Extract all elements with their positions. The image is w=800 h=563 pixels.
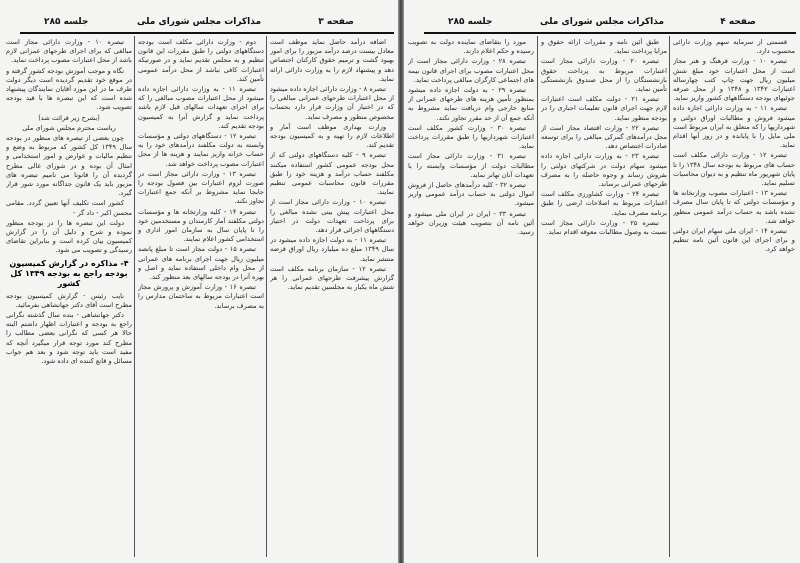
paragraph: تبصره ۱۰ - وزارت دارائی مجاز است مبالغی که برای اجرای طرحهای عمرانی لازم باشد از محل اعتبارات مصوب پرداخت نماید.: [6, 38, 132, 65]
paragraph: تبصره ۲۳ - به وزارت دارائی اجازه داده میشود سهام دولت در شرکتهای دولتی را بفروش رساند و وجوه حاصله را به مصرف طرحهای عمرانی برساند.: [541, 152, 667, 189]
paragraph: تبصره ۱۴ - کلیه وزارتخانه ها و مؤسسات دولتی مکلفند آمار کارمندان و مستخدمین خود را تا پایان سال به سازمان امور اداری و استخدامی کشور اعلام نمایند.: [138, 207, 264, 244]
page-number: صفحه ۳: [318, 17, 354, 27]
paragraph: تبصره ۱۵ - دولت مجاز است تا مبلغ پانصد میلیون ریال جهت اجرای برنامه های عمرانی از محل وام داخلی استفاده نماید و اصل و بهره آنرا در بودجه سالهای بعد منظور کند.: [138, 245, 264, 282]
text-column: [541, 38, 667, 557]
paragraph: دکتر جهانشاهی - بنده سال گذشته نگرانی راجع به بودجه و اعتبارات اظهار داشتم البته حالا هر کسی که نگرانی بعضی مطالب را مطرح کند مورد توجه قرار میگیرد آنچه که مفید است باید توجه شود و بعد هم جواب مسائل و قانع کننده ای داده شود.: [6, 311, 132, 366]
session-number: جلسه ۲۸۵: [448, 17, 493, 27]
section-heading: ۴- مذاکره در گزارش کمیسیون بودجه راجع به بودجه ۱۳۴۹ کل کشور: [9, 258, 129, 288]
paragraph: دوم - وزارت دارائی مکلف است بودجه دستگاههای دولتی را طبق مقررات این قانون تنظیم و به مجلس تقدیم نماید و در صورتیکه اعتبارات کافی نباشد از محل درآمد عمومی تأمین کند.: [138, 38, 264, 83]
paragraph: تبصره ۱۳ - اعتبارات مصوب وزارتخانه ها و مؤسسات دولتی که تا پایان سال مصرف نشده باشد به حساب درآمد عمومی منظور خواهد شد.: [673, 189, 795, 225]
text-column: [408, 38, 534, 557]
paragraph: تبصره ۲۵ - وزارت دارائی مجاز است نسبت به وصول مطالبات معوقه اقدام نماید.: [541, 218, 667, 237]
paragraph: تبصره ۲۸ - وزارت دارائی مجاز است از محل اعتبارات مصوب برای اجرای قانون بیمه های اجتماعی کارگران مبالغی پرداخت نماید.: [408, 57, 534, 84]
paragraph: تبصره ۱۶ - وزارت آموزش و پرورش مجاز است اعتبارات مربوط به ساختمان مدارس را به مصرف برساند.: [138, 283, 264, 310]
paragraph: تبصره ۲۲ - وزارت اقتصاد مجاز است از محل درآمدهای گمرکی مبالغی را برای توسعه صادرات اختصاص دهد.: [541, 123, 667, 151]
paragraph: تبصره ۱۰ - وزارت دارائی مجاز است از محل اعتبارات پیش بینی نشده مبالغی را برای پرداخت تعهدات دولت در اختیار دستگاههای اجرائی قرار دهد.: [270, 198, 394, 235]
paragraph: دولت این تبصره ها را در بودجه منظور نموده و شرح و دلیل آن را در گزارش کمیسیون بیان کرده است و بنابراین تقاضای رسیدگی و تصویب می شود.: [6, 218, 132, 255]
paragraph: تبصره ۳۲ - کلیه درآمدهای حاصل از فروش اموال دولتی به حساب درآمد عمومی واریز میشود.: [408, 181, 534, 208]
paragraph: تبصره ۱۳ - وزارت دارائی مجاز است در صورت لزوم اعتبارات بین فصول بودجه را جابجا نماید مشروط بر آنکه جمع اعتبارات تجاوز نکند.: [138, 169, 264, 206]
paragraph: قسمتی از سرمایه سهم وزارت دارائی محسوب دارد.: [673, 38, 795, 56]
column-divider: [266, 36, 267, 557]
paragraph: تبصره ۲۰ - وزارت دارائی مجاز است اعتبارات مربوط به پرداخت حقوق بازنشستگان را از محل صندوق بازنشستگی تأمین نماید.: [541, 57, 667, 94]
paragraph: تبصره ۱۴ - ایران ملی سهام ایران دولتی و برای اجرای این قانون آئین نامه تنظیم خواهد کرد.: [673, 227, 795, 254]
paragraph: تبصره ۱۲ - سازمان برنامه مکلف است گزارش پیشرفت طرحهای عمرانی را هر شش ماه یکبار به مجلسین تقدیم نماید.: [270, 264, 394, 292]
paragraph: وزارت بهداری موظف است آمار و اطلاعات لازم را تهیه و به کمیسیون بودجه تقدیم کند.: [270, 122, 394, 150]
paragraph: کشور است تکلیف آنها تعیین گردد. مقامی محسن اکبر - داد گر -: [6, 199, 132, 217]
paragraph: نایب رئیس - گزارش کمیسیون بودجه مطرح است آقای دکتر جهانشاهی بفرمائید.: [6, 291, 132, 309]
paragraph: تبصره ۳۱ - وزارت دارائی مجاز است مطالبات دولت از مؤسسات وابسته را با تعهدات آنان تهاتر نماید.: [408, 152, 534, 179]
centered-line: (بشرح زیر قرائت شد): [38, 113, 100, 122]
column-divider: [537, 36, 538, 557]
right-page: [404, 0, 800, 563]
paragraph: تبصره ۱۱ - به وزارت دارائی اجازه داده میشود از محل اعتبارات مصوب مبالغی را که برای اجرای تعهدات سالهای قبل لازم باشد پرداخت نماید و گزارش آنرا به کمیسیون بودجه تقدیم کند.: [138, 85, 264, 130]
paragraph: تبصره ۱۱ - به وزارت دارائی اجازه داده میشود فروش و مطالبات اوراق دولتی و شهرداریها را که متعلق به ایران مربوط است ملی مایل را با پایانده و در روز آنها اقدام نماید.: [673, 104, 795, 150]
paragraph: چون بعضی از تبصره های منظور در بودجه سال ۱۳۴۹ کل کشور که مربوط به وضع و تنظیم مالیات و عوارض و امور استخدامی و امثال آن بوده و در شورای عالی مطرح گردیده آن را قانونا می نامیم تبصره های مزبور باید یک قانون جداگانه مورد شور قرار گیرد.: [6, 134, 132, 198]
paragraph: تبصره ۸ - وزارت دارائی اجازه داده میشود از محل اعتبارات طرحهای عمرانی مبالغی را که در اختیار آن وزارت قرار دارد بحساب مخصوص منظور و مصرف نماید.: [270, 85, 394, 121]
column-divider: [134, 36, 135, 557]
session-number: جلسه ۲۸۵: [44, 17, 89, 27]
page-header: [4, 14, 394, 32]
paragraph: نگاه و موجب آموزش بودجه کشور گرفته و در موقع خود تقدیم گردیده است دیگر دولت طرف ما در این مورد آقایان نمایندگان پیشنهاد شده است که این تبصره ها با قید بودجه تصویب شود.: [6, 66, 132, 112]
paragraph: تبصره ۲۹ - به دولت اجازه داده میشود بمنظور تأمین هزینه های طرحهای عمرانی از منابع خارجی وام دریافت نماید مشروط به آنکه جمع آن از حد مقرر تجاوز نکند.: [408, 86, 534, 122]
page-number: صفحه ۴: [720, 17, 756, 27]
text-column: [138, 38, 264, 557]
left-page: [0, 0, 398, 563]
text-column: [673, 38, 795, 557]
running-title: مذاکرات مجلس شورای ملی: [539, 17, 665, 27]
paragraph: تبصره ۹ - کلیه دستگاههای دولتی که از محل بودجه عمومی کشور استفاده میکنند مکلفند حساب درآمد و هزینه خود را طبق مقررات قانون محاسبات عمومی تنظیم نمایند.: [270, 151, 394, 197]
paragraph: تبصره ۳۰ - وزارت کشور مکلف است اعتبارات شهرداریها را طبق مقررات پرداخت نماید.: [408, 123, 534, 151]
running-title: مذاکرات مجلس شورای ملی: [136, 17, 262, 27]
text-column: [270, 38, 394, 557]
page-header: [408, 14, 796, 32]
paragraph: تبصره ۱۱ - به دولت اجازه داده میشود در سال ۱۳۴۹ مبلغ ده میلیارد ریال اوراق قرضه منتشر نماید.: [270, 236, 394, 263]
paragraph: طبق آئین نامه و مقررات ارائه حقوق و مزایا پرداخت نماید.: [541, 38, 667, 56]
paragraph: تبصره ۱۰ - وزارت فرهنگ و هنر مجاز است از محل اعتبارات خود مبلغ شش میلیون ریال جهت چاپ کتب چهارساله اعتبارات ۱۳۴۲ و ۱۳۴۸ و از محل صرفه جوئیهای بودجه دستگاههای کشور واریز نماید.: [673, 57, 795, 103]
paragraph: تبصره ۲۴ - وزارت کشاورزی مکلف است اعتبارات مربوط به اصلاحات ارضی را طبق برنامه مصرف نماید.: [541, 190, 667, 217]
paragraph: تبصره ۳۳ - ایران در ایران ملی میشود و آئین نامه آن بتصویب هیئت وزیران خواهد رسید.: [408, 209, 534, 237]
header-rule: [20, 32, 394, 34]
paragraph: تبصره ۲۱ - دولت مکلف است اعتبارات لازم جهت اجرای قانون تعلیمات اجباری را در بودجه منظور نماید.: [541, 95, 667, 122]
centered-line: ریاست محترم مجلس شورای ملی: [22, 123, 116, 132]
header-rule: [424, 32, 796, 34]
column-divider: [669, 36, 670, 557]
paragraph: اضافه درآمد حاصل نماید موظف است معادل بیست درصد درآمد مزبور را برای امور بهبود گشت و ترمیم حقوق کارکنان اختصاص دهد و پیشنهاد لازم را به وزارت دارائی ارائه نماید.: [270, 38, 394, 83]
paragraph: تبصره ۱۲ - وزارت دارائی مکلف است حساب های مربوط به بودجه سال ۱۳۴۸ را تا پایان شهریور ماه تنظیم و به دیوان محاسبات تسلیم نماید.: [673, 151, 795, 188]
paragraph: مورد را بتقاضای نماینده دولت به تصویب رسیده و حکم اعلام دارند.: [408, 38, 534, 56]
paragraph: تبصره ۱۲ - دستگاههای دولتی و مؤسسات وابسته به دولت مکلفند درآمدهای خود را به حساب خزانه واریز نمایند و هزینه ها از محل اعتبارات مصوب پرداخت خواهد شد.: [138, 132, 264, 168]
text-column: [6, 38, 132, 557]
